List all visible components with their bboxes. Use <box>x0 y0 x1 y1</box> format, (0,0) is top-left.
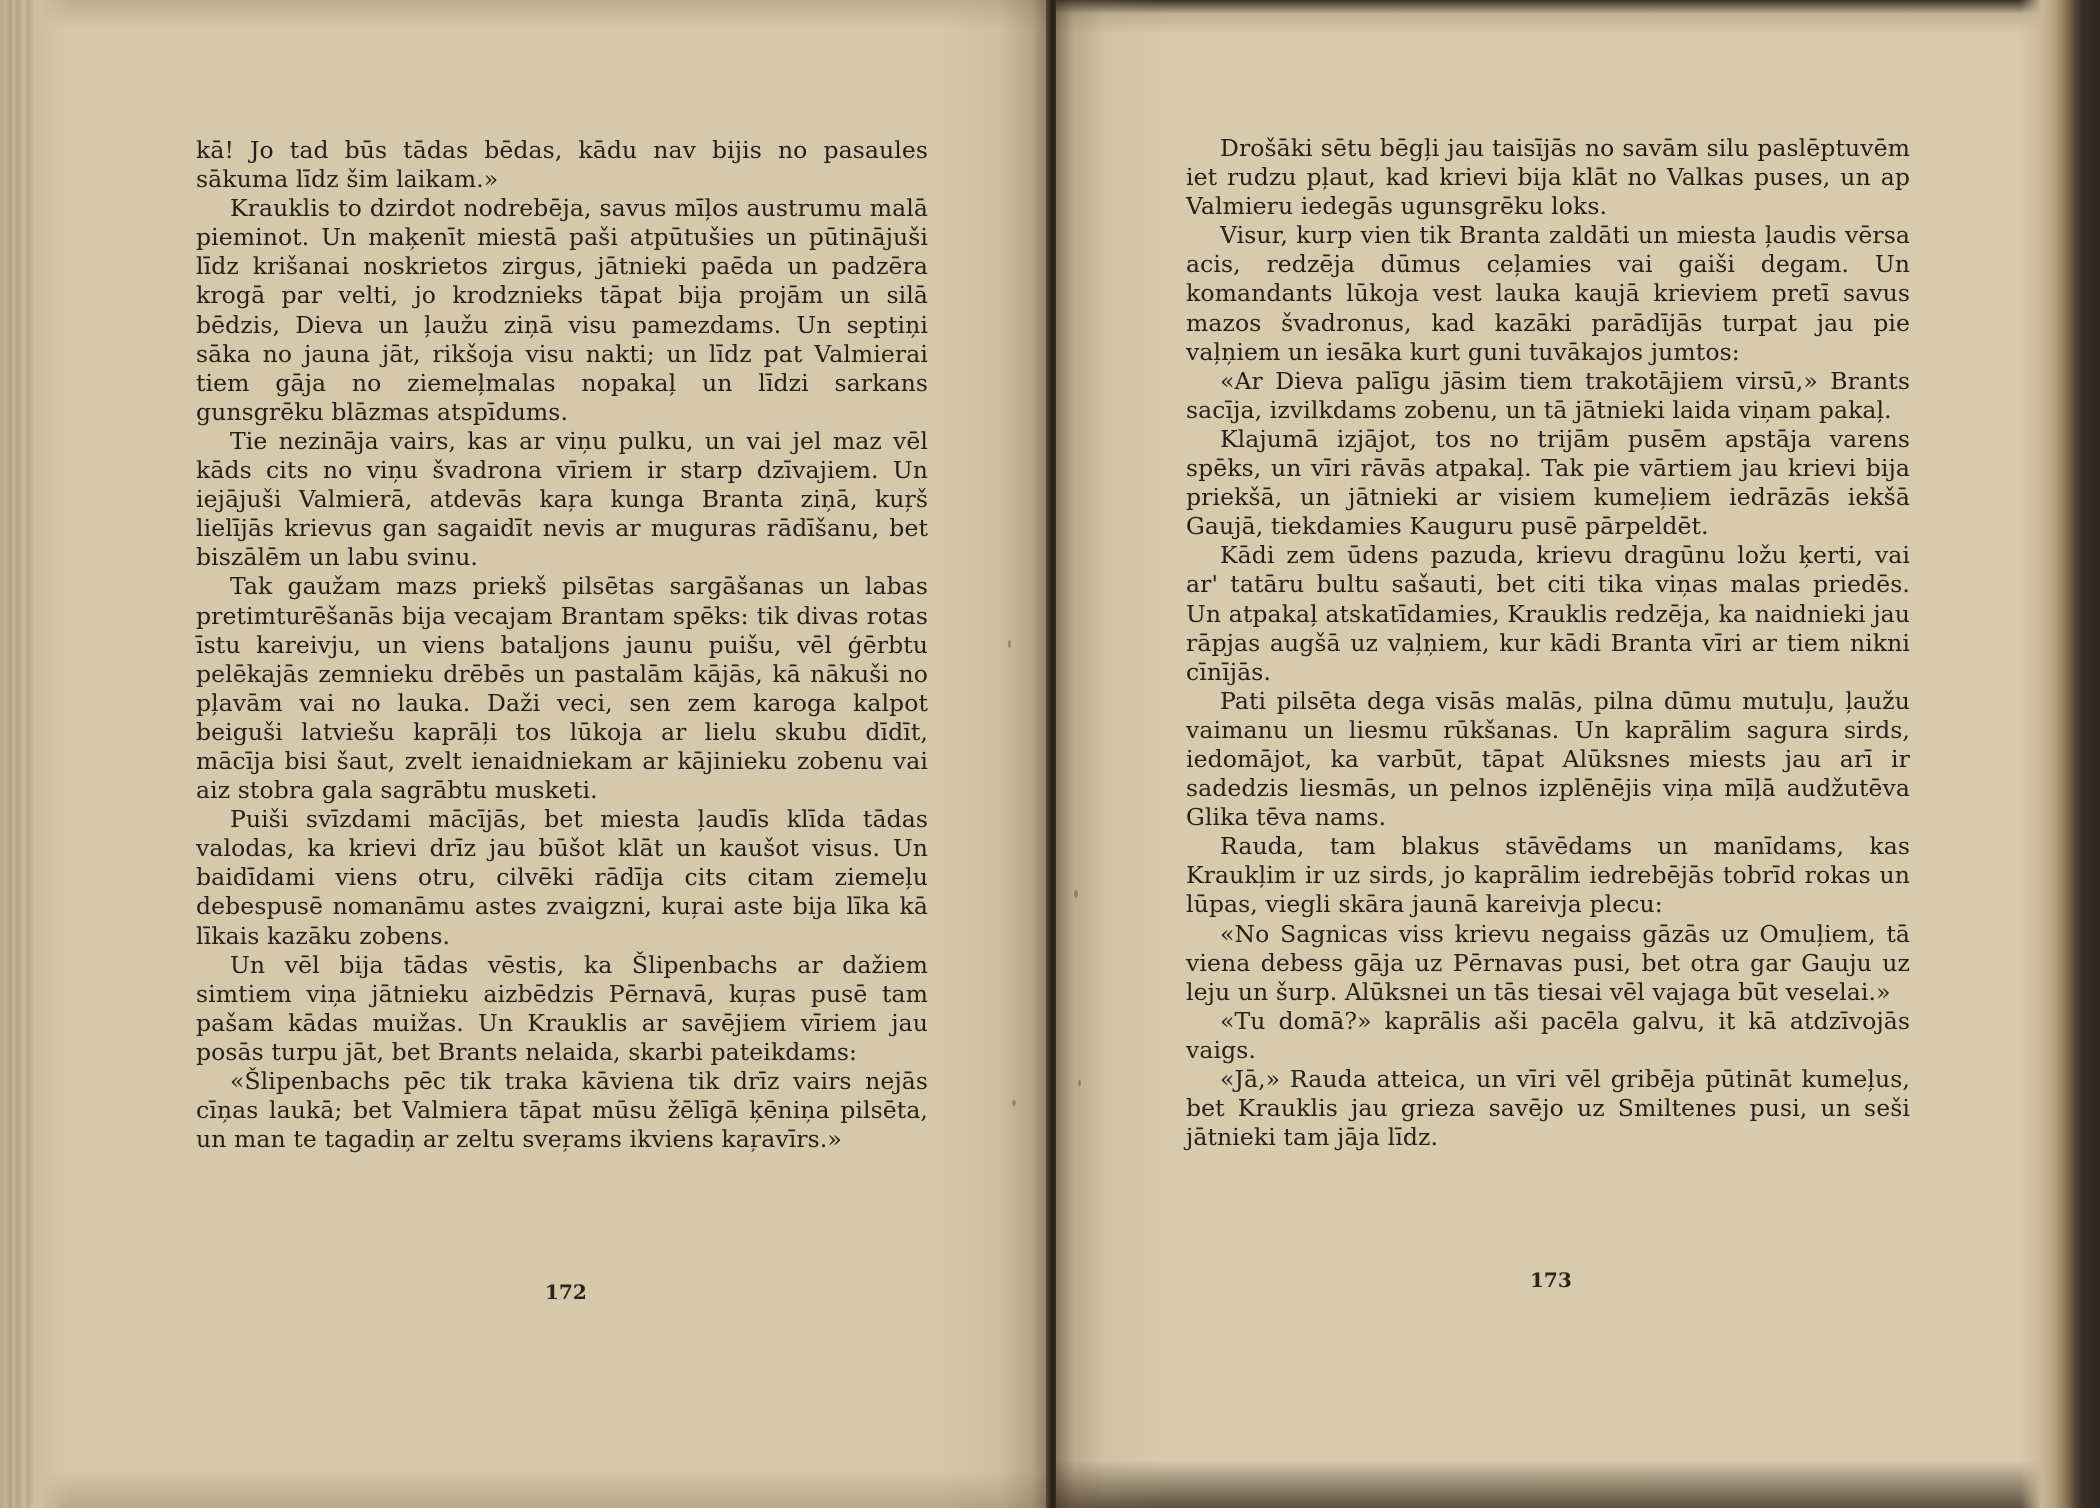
paragraph: kā! Jo tad būs tādas bēdas, kādu nav bijis no pasaules sākuma līdz šim laikam.» <box>196 136 928 194</box>
paragraph: Puiši svīzdami mācījās, bet miesta ļaudīs klīda tādas valodas, ka krievi drīz jau būšot klāt un kaušot visus. Un baidīdami viens otru, cilvēki rādīja cits citam ziemeļu debespusē nomanāmu astes zvaigzni, kuŗai aste bija līka kā līkais kazāku zobens. <box>196 805 928 950</box>
page-number: 173 <box>1530 1268 1572 1292</box>
paragraph: Drošāki sētu bēgļi jau taisījās no savām silu paslēptuvēm iet rudzu pļaut, kad krievi bija klāt no Valkas puses, un ap Valmieru iedegās ugunsgrēku loks. <box>1186 134 1910 221</box>
paragraph: Tie nezināja vairs, kas ar viņu pulku, un vai jel maz vēl kāds cits no viņu švadrona vīriem ir starp dzīvajiem. Un iejājuši Valmierā, atdevās kaŗa kunga Branta ziņā, kuŗš lielījās krievus gan sagaidīt nevis ar muguras rādīšanu, bet biszālēm un labu svinu. <box>196 426 928 572</box>
paragraph: «Ar Dieva palīgu jāsim tiem trakotājiem virsū,» Brants sacīja, izvilkdams zobenu, un tā jātnieki laida viņam pakaļ. <box>1186 366 1910 424</box>
paragraph: Rauda, tam blakus stāvēdams un manīdams, kas Kraukļim ir uz sirds, jo kaprālim iedrebējās tobrīd rokas un lūpas, viegli skāra jaunā kareivja plecu: <box>1186 832 1910 919</box>
paragraph: «No Sagnicas viss krievu negaiss gāzās uz Omuļiem, tā viena debess gāja uz Pērnavas pusi, bet otra gar Gauju uz leju un šurp. Alūksnei un tās tiesai vēl vajaga būt veselai.» <box>1186 919 1910 1006</box>
right-page-text <box>1186 134 1910 1152</box>
paragraph: Pati pilsēta dega visās malās, pilna dūmu mutuļu, ļaužu vaimanu un liesmu rūkšanas. Un kaprālim sagura sirds, iedomājot, ka varbūt, tāpat Alūksnes miests jau arī ir sadedzis liesmās, un pelnos izplēnējis viņa mīļā audžutēva Glika tēva nams. <box>1186 686 1910 832</box>
paragraph: Krauklis to dzirdot nodrebēja, savus mīļos austrumu malā pieminot. Un maķenīt miestā paši atpūtušies un pūtinājuši līdz krišanai noskrietos zirgus, jātnieki paēda un padzēra krogā par velti, jo krodznieks tāpat bija projām un silā bēdzis, Dieva un ļaužu ziņā visu pamezdams. Un septiņi sāka no jauna jāt, rikšoja visu nakti; un līdz pat Valmierai tiem gāja no ziemeļmalas nopakaļ un līdzi sarkans gunsgrēku blāzmas atspīdums. <box>196 194 928 426</box>
paragraph: Tak gaužam mazs priekš pilsētas sargāšanas un labas pretimturēšanās bija vecajam Brantam spēks: tik divas rotas īstu kareivju, un viens bataljons jaunu puišu, vēl ģērbtu pelēkajās zemnieku drēbēs un pastalām kājās, kā nākuši no pļavām vai no lauka. Daži veci, sen zem karoga kalpot beiguši latviešu kaprāļi tos lūkoja ar lielu skubu dīdīt, mācīja bisi šaut, zvelt ienaidniekam ar kājinieku zobenu vai aiz stobra gala sagrābtu musketi. <box>196 572 928 805</box>
paper-speck <box>1008 640 1011 648</box>
paragraph: «Jā,» Rauda atteica, un vīri vēl gribēja pūtināt kumeļus, bet Krauklis jau grieza savējo uz Smiltenes pusi, un seši jātnieki tam jāja līdz. <box>1186 1065 1910 1152</box>
paper-speck <box>1012 1100 1016 1106</box>
paper-speck <box>1078 1080 1081 1086</box>
paragraph: Visur, kurp vien tik Branta zaldāti un miesta ļaudis vērsa acis, redzēja dūmus ceļamies vai gaiši degam. Un komandants lūkoja vest lauka kaujā krieviem pretī savus mazos švadronus, kad kazāki parādījās turpat jau pie vaļņiem un iesāka kurt guni tuvākajos jumtos: <box>1186 221 1910 366</box>
left-page-text <box>196 136 928 1154</box>
paragraph: Un vēl bija tādas vēstis, ka Šlipenbachs ar dažiem simtiem viņa jātnieku aizbēdzis Pērnavā, kuŗas pusē tam pašam kādas muižas. Un Krauklis ar savējiem vīriem jau posās turpu jāt, bet Brants nelaida, skarbi pateikdams: <box>196 950 928 1066</box>
paragraph: «Tu domā?» kaprālis aši pacēla galvu, it kā atdzīvojās vaigs. <box>1186 1006 1910 1064</box>
paragraph: «Šlipenbachs pēc tik traka kāviena tik drīz vairs nejās cīņas laukā; bet Valmiera tāpat mūsu žēlīgā ķēniņa pilsēta, un man te tagadiņ ar zeltu sveŗams ikviens kaŗavīrs.» <box>196 1067 928 1154</box>
paragraph: Klajumā izjājot, tos no trijām pusēm apstāja varens spēks, un vīri rāvās atpakaļ. Tak pie vārtiem jau krievi bija priekšā, un jātnieki ar visiem kumeļiem iedrāzās iekšā Gaujā, tiekdamies Kauguru pusē pārpeldēt. <box>1186 424 1910 541</box>
paragraph: Kādi zem ūdens pazuda, krievu dragūnu ložu ķerti, vai ar' tatāru bultu sašauti, bet citi tika viņas malas priedēs. Un atpakaļ atskatīdamies, Krauklis redzēja, ka naidnieki jau rāpjas augšā uz vaļņiem, kur kādi Branta vīri ar tiem nikni cīnījās. <box>1186 541 1910 686</box>
paper-speck <box>1074 890 1078 898</box>
page-number: 172 <box>545 1280 587 1304</box>
